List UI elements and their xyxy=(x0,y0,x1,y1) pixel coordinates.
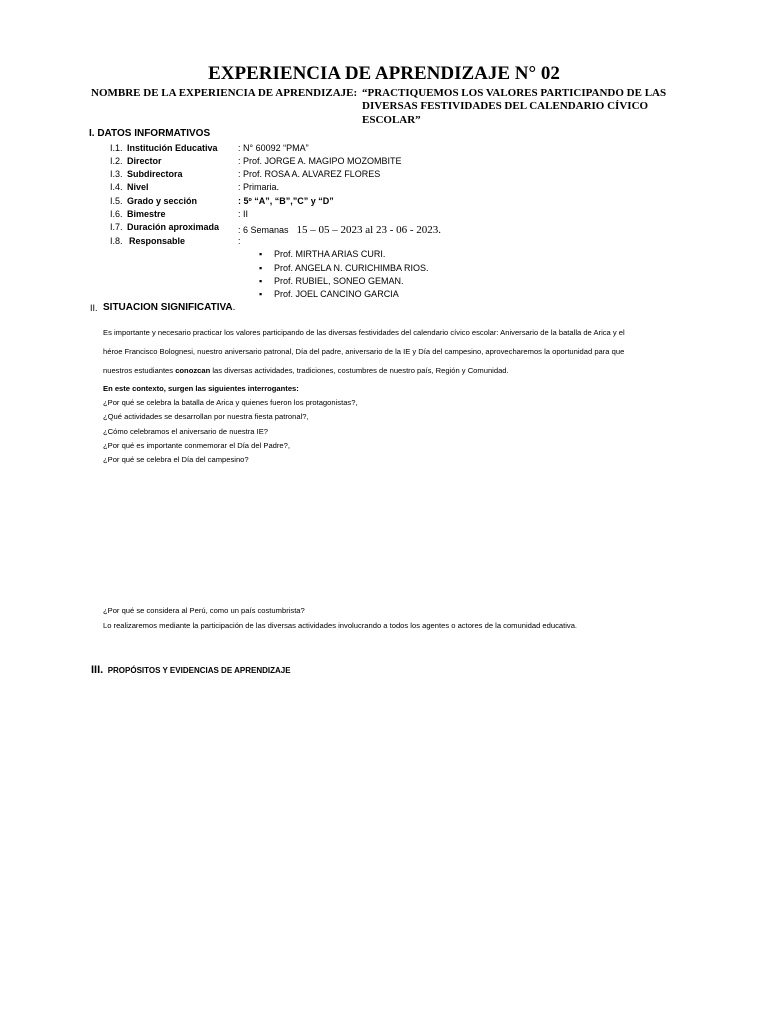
row-value: : N° 60092 “PMA” xyxy=(238,143,309,153)
row-number: I.5. xyxy=(110,196,123,206)
paragraph-text: las diversas actividades, tradiciones, costumbres de nuestro país, Región y Comunidad. xyxy=(210,366,509,375)
section-title: SITUACION SIGNIFICATIVA xyxy=(103,302,233,313)
row-number: I.1. xyxy=(110,143,123,153)
row-number: I.8. xyxy=(110,236,123,246)
row-label: Responsable xyxy=(129,236,186,246)
paragraph-line: Es importante y necesario practicar los valores participando de las diversas festividades del calendario cívico escolar: Aniversario de la batalla de Arica y el xyxy=(103,328,625,337)
experience-name-line1: “PRACTIQUEMOS LOS VALORES PARTICIPANDO DE LAS xyxy=(362,87,667,99)
row-value xyxy=(238,220,441,238)
row-label: Director xyxy=(127,156,162,166)
section-propositos-heading xyxy=(91,660,291,678)
row-number: I.3. xyxy=(110,169,123,179)
section-title: PROPÓSITOS Y EVIDENCIAS DE APRENDIZAJE xyxy=(107,666,291,675)
row-number: I.4. xyxy=(110,182,123,192)
row-label: Duración aproximada xyxy=(127,222,220,232)
row-number: I.6. xyxy=(110,209,123,219)
row-value: : Prof. JORGE A. MAGIPO MOZOMBITE xyxy=(238,156,402,166)
question-item: ¿Qué actividades se desarrollan por nuestra fiesta patronal?, xyxy=(103,412,309,421)
section-datos-informativos-heading: I. DATOS INFORMATIVOS xyxy=(89,128,211,139)
question-item: ¿Por qué es importante conmemorar el Día del Padre?, xyxy=(103,441,290,450)
paragraph-bold-word: conozcan xyxy=(175,366,211,375)
row-value: : 5º “A”, “B”,”C” y “D” xyxy=(238,196,334,206)
experience-name-line3: ESCOLAR” xyxy=(362,114,421,126)
list-item: ▪ Prof. JOEL CANCINO GARCIA xyxy=(274,289,399,299)
experience-name-label: NOMBRE DE LA EXPERIENCIA DE APRENDIZAJE: xyxy=(91,87,358,99)
duration-dates: 15 – 05 – 2023 al 23 - 06 - 2023. xyxy=(296,224,442,236)
question-item-last: ¿Por qué se considera al Perú, como un país costumbrista? xyxy=(103,606,305,615)
duration-weeks: : 6 Semanas xyxy=(238,225,289,235)
paragraph-text: nuestros estudiantes xyxy=(103,366,176,375)
row-number: I.7. xyxy=(110,222,123,232)
row-value: : II xyxy=(238,209,249,219)
section-number: III. xyxy=(91,664,104,676)
context-heading: En este contexto, surgen las siguientes interrogantes: xyxy=(103,384,299,393)
row-label: Bimestre xyxy=(127,209,166,219)
row-label: Subdirectora xyxy=(127,169,183,179)
question-item: ¿Por qué se celebra el Día del campesino? xyxy=(103,455,249,464)
question-item: ¿Cómo celebramos el aniversario de nuestra IE? xyxy=(103,427,269,436)
document-title: EXPERIENCIA DE APRENDIZAJE N° 02 xyxy=(208,63,560,84)
closing-sentence: Lo realizaremos mediante la participación de las diversas actividades involucrando a todos los agentes o actores de la comunidad educativa. xyxy=(103,621,578,630)
row-label: Institución Educativa xyxy=(127,143,218,153)
row-value: : Primaria. xyxy=(238,182,280,192)
row-label: Grado y sección xyxy=(127,196,198,206)
section-situacion-heading xyxy=(103,302,235,313)
paragraph-line xyxy=(103,366,509,375)
experience-name-line2: DIVERSAS FESTIVIDADES DEL CALENDARIO CÍVICO xyxy=(362,100,649,112)
list-item: ▪ Prof. RUBIEL, SONEO GEMAN. xyxy=(274,276,404,286)
list-item: ▪ Prof. ANGELA N. CURICHIMBA RIOS. xyxy=(274,263,429,273)
row-value: : Prof. ROSA A. ALVAREZ FLORES xyxy=(238,169,381,179)
section-number: II. xyxy=(90,303,98,313)
list-item: ▪ Prof. MIRTHA ARIAS CURI. xyxy=(274,249,385,259)
row-number: I.2. xyxy=(110,156,123,166)
section-title-dot: . xyxy=(232,302,236,313)
row-value: : xyxy=(238,236,241,246)
paragraph-line: héroe Francisco Bolognesi, nuestro aniversario patronal, Día del padre, aniversario de la IE y Día del campesino, aprovecharemos la oportunidad para que xyxy=(103,347,625,356)
row-label: Nivel xyxy=(127,182,149,192)
question-item: ¿Por qué se celebra la batalla de Arica y quienes fueron los protagonistas?, xyxy=(103,398,358,407)
